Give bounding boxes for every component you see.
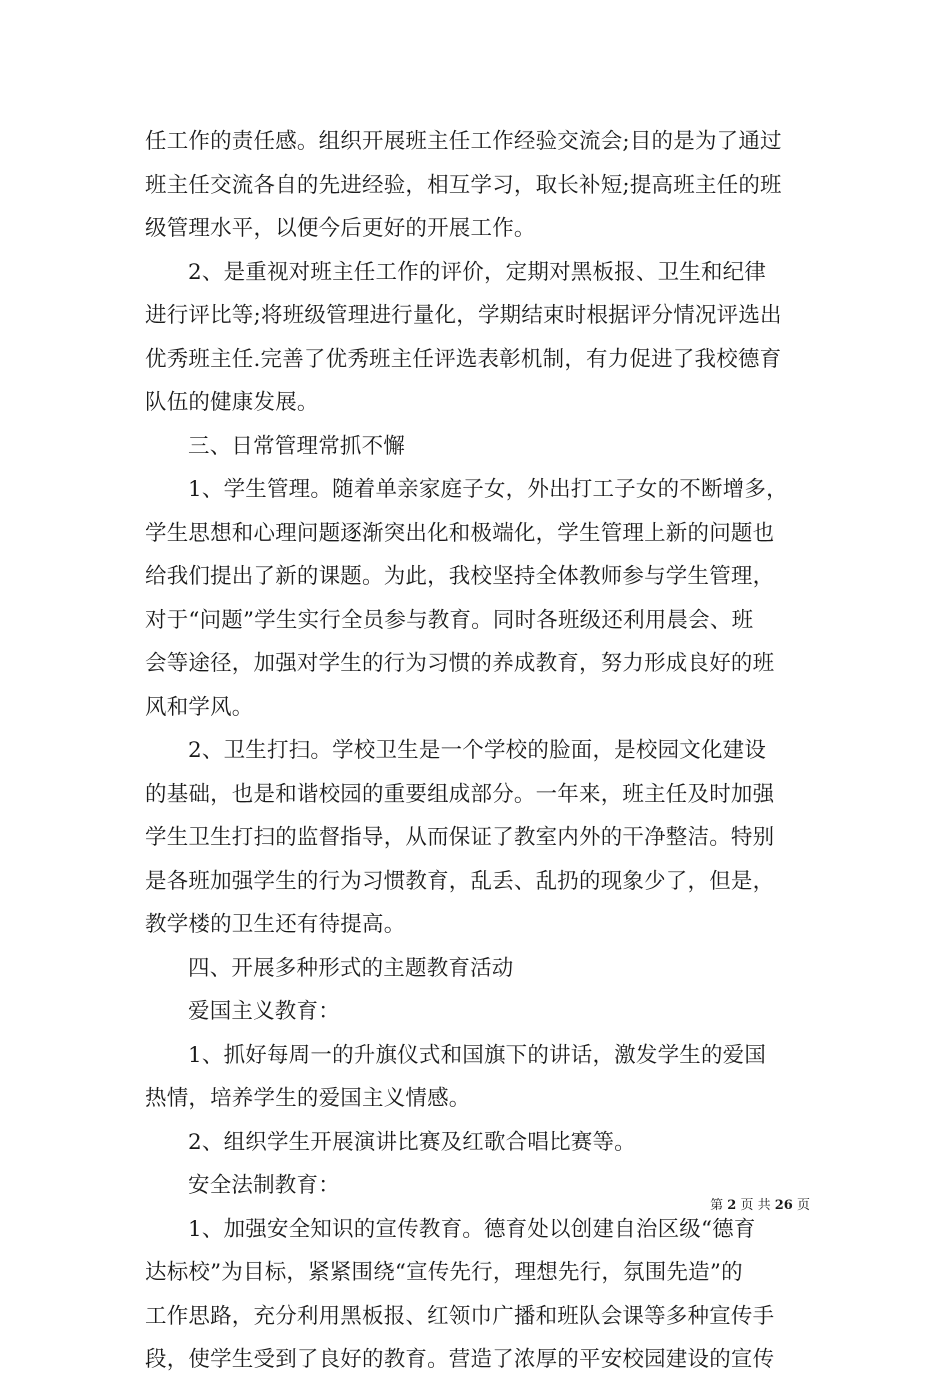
current-page-number: 2 bbox=[727, 1198, 737, 1213]
subsection-heading: 安全法制教育： bbox=[188, 1173, 340, 1198]
text-line: 给我们提出了新的课题。为此，我校坚持全体教师参与学生管理， bbox=[145, 564, 775, 589]
text-line: 热情，培养学生的爱国主义情感。 bbox=[145, 1086, 471, 1111]
page-number-footer bbox=[700, 1198, 810, 1214]
text-line: 优秀班主任.完善了优秀班主任评选表彰机制，有力促进了我校德育 bbox=[145, 346, 782, 372]
text-line: 是各班加强学生的行为习惯教育，乱丢、乱扔的现象少了，但是， bbox=[145, 868, 775, 894]
section-heading: 四、开展多种形式的主题教育活动 bbox=[188, 955, 514, 981]
text-line: 达标校”为目标，紧紧围绕“宣传先行，理想先行，氛围先造”的 bbox=[145, 1260, 743, 1285]
text-line: 队伍的健康发展。 bbox=[145, 390, 319, 415]
text-line: 对于“问题”学生实行全员参与教育。同时各班级还利用晨会、班 bbox=[145, 607, 754, 633]
text-line: 学生思想和心理问题逐渐突出化和极端化，学生管理上新的问题也 bbox=[145, 520, 775, 546]
text-line: 1、学生管理。随着单亲家庭子女，外出打工子女的不断增多， bbox=[188, 477, 788, 502]
text-line: 2、组织学生开展演讲比赛及红歌合唱比赛等。 bbox=[188, 1129, 636, 1155]
text-line: 任工作的责任感。组织开展班主任工作经验交流会;目的是为了通过 bbox=[145, 129, 782, 154]
text-line: 的基础，也是和谐校园的重要组成部分。一年来，班主任及时加强 bbox=[145, 781, 775, 807]
footer-middle: 页 共 bbox=[740, 1198, 771, 1213]
text-line: 2、是重视对班主任工作的评价，定期对黑板报、卫生和纪律 bbox=[188, 259, 767, 285]
text-line: 班主任交流各自的先进经验，相互学习，取长补短;提高班主任的班 bbox=[145, 172, 782, 198]
text-line: 段，使学生受到了良好的教育。营造了浓厚的平安校园建设的宣传 bbox=[145, 1347, 775, 1372]
text-line: 1、加强安全知识的宣传教育。德育处以创建自治区级“德育 bbox=[188, 1216, 756, 1242]
text-line: 教学楼的卫生还有待提高。 bbox=[145, 912, 406, 937]
subsection-heading: 爱国主义教育： bbox=[188, 999, 340, 1024]
text-line: 级管理水平，以便今后更好的开展工作。 bbox=[145, 216, 536, 241]
section-heading: 三、日常管理常抓不懈 bbox=[188, 433, 406, 459]
total-page-count: 26 bbox=[774, 1198, 793, 1213]
text-line: 进行评比等;将班级管理进行量化，学期结束时根据评分情况评选出 bbox=[145, 303, 782, 328]
document-body bbox=[145, 120, 810, 1382]
text-line: 会等途径，加强对学生的行为习惯的养成教育，努力形成良好的班 bbox=[145, 651, 775, 676]
footer-suffix: 页 bbox=[796, 1198, 810, 1213]
text-line: 2、卫生打扫。学校卫生是一个学校的脸面，是校园文化建设 bbox=[188, 738, 767, 763]
text-line: 学生卫生打扫的监督指导，从而保证了教室内外的干净整洁。特别 bbox=[145, 825, 775, 850]
footer-prefix: 第 bbox=[710, 1198, 724, 1213]
text-line: 风和学风。 bbox=[145, 694, 254, 720]
text-line: 工作思路，充分利用黑板报、红领巾广播和班队会课等多种宣传手 bbox=[145, 1303, 775, 1329]
text-line: 1、抓好每周一的升旗仪式和国旗下的讲话，激发学生的爱国 bbox=[188, 1042, 767, 1068]
